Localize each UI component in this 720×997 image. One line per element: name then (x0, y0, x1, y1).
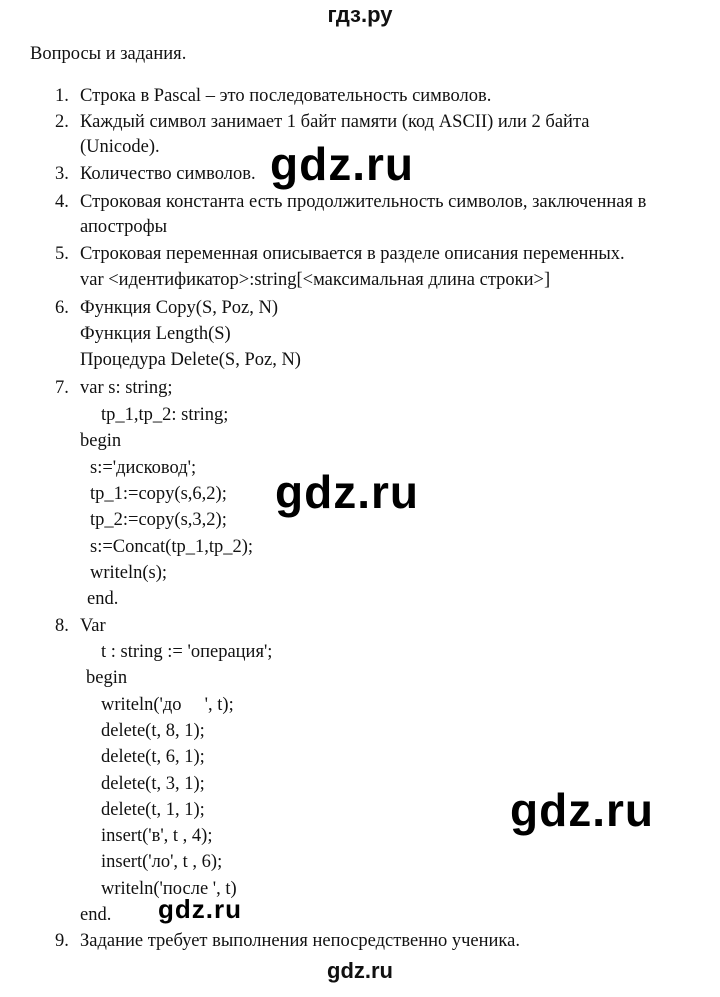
item-number: 3. (55, 164, 69, 184)
watermark: gdz.ru (510, 784, 654, 836)
code-line: Var (80, 616, 106, 636)
answer-line: Каждый символ занимает 1 байт памяти (код ASCII) или 2 байта (80, 112, 590, 132)
answer-line: Процедура Delete(S, Poz, N) (80, 350, 301, 370)
code-line: var s: string; (80, 378, 173, 398)
code-line: delete(t, 8, 1); (101, 721, 205, 741)
code-line: begin (86, 668, 128, 688)
answer-line: Количество символов. (80, 164, 256, 184)
site-footer: gdz.ru (327, 958, 393, 983)
answer-line: Строковая переменная описывается в разделе описания переменных. (80, 244, 625, 264)
site-header: гдз.ру (327, 2, 393, 27)
answer-line: (Unicode). (80, 137, 160, 157)
answer-line: Задание требует выполнения непосредственно ученика. (80, 931, 520, 951)
code-line: insert('ло', t , 6); (101, 852, 223, 872)
code-line: tp_1,tp_2: string; (101, 405, 229, 425)
code-line: delete(t, 6, 1); (101, 747, 205, 767)
page-title: Вопросы и задания. (30, 44, 187, 64)
code-line: delete(t, 3, 1); (101, 774, 205, 794)
code-line: begin (80, 431, 122, 451)
answer-line: апострофы (80, 217, 168, 237)
answer-line: Функция Copy(S, Poz, N) (80, 298, 278, 318)
code-line: writeln(s); (90, 563, 168, 583)
answer-line: var <идентификатор>:string[<максимальная длина строки>] (80, 270, 551, 290)
answer-line: Строка в Pascal – это последовательность символов. (80, 86, 492, 106)
answer-line: Строковая константа есть продолжительность символов, заключенная в (80, 192, 647, 212)
code-line: tp_1:=copy(s,6,2); (90, 484, 227, 504)
item-number: 9. (55, 931, 69, 951)
answer-line: Функция Length(S) (80, 324, 231, 344)
item-number: 2. (55, 112, 69, 132)
item-number: 5. (55, 244, 69, 264)
item-number: 8. (55, 616, 69, 636)
watermark: gdz.ru (275, 466, 419, 518)
watermark: gdz.ru (158, 894, 242, 924)
code-line: delete(t, 1, 1); (101, 800, 205, 820)
item-number: 7. (55, 378, 69, 398)
code-line: writeln('до ', t); (101, 695, 234, 715)
code-line: end. (80, 905, 112, 925)
item-number: 6. (55, 298, 69, 318)
item-number: 1. (55, 86, 69, 106)
code-line: end. (87, 589, 119, 609)
code-line: t : string := 'операция'; (101, 642, 273, 662)
code-line: s:=Concat(tp_1,tp_2); (90, 537, 254, 557)
code-line: insert('в', t , 4); (101, 826, 213, 846)
watermark: gdz.ru (270, 138, 414, 190)
code-line: tp_2:=copy(s,3,2); (90, 510, 227, 530)
item-number: 4. (55, 192, 69, 212)
code-line: writeln('после ', t) (101, 879, 237, 899)
code-line: s:='дисковод'; (90, 458, 197, 478)
